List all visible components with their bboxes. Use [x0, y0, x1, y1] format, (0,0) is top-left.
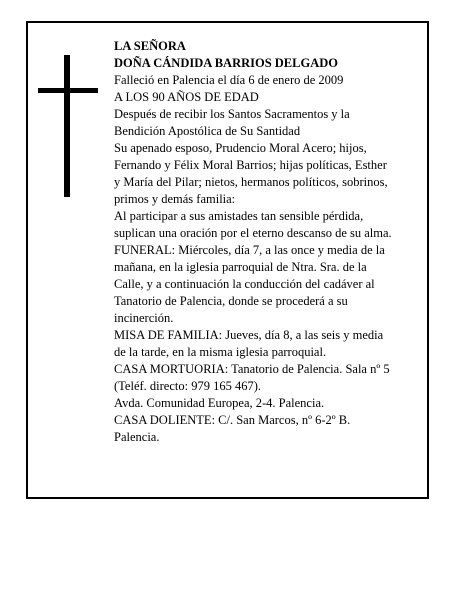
notice-line: CASA MORTUORIA: Tanatorio de Palencia. Sala nº 5: [114, 362, 390, 376]
notice-line: CASA DOLIENTE: C/. San Marcos, nº 6-2º B.: [114, 413, 351, 427]
notice-line: Tanatorio de Palencia, donde se procederá a su: [114, 294, 348, 308]
notice-line: Fernando y Félix Moral Barrios; hijas políticas, Esther: [114, 158, 387, 172]
notice-line: de la tarde, en la misma iglesia parroquial.: [114, 345, 327, 359]
notice-line: y María del Pilar; nietos, hermanos políticos, sobrinos,: [114, 175, 388, 189]
notice-line: Al participar a sus amistades tan sensible pérdida,: [114, 209, 364, 223]
notice-line: Falleció en Palencia el día 6 de enero de 2009: [114, 73, 344, 87]
notice-text: [114, 38, 424, 446]
notice-line: Su apenado esposo, Prudencio Moral Acero; hijos,: [114, 141, 367, 155]
notice-line: primos y demás familia:: [114, 192, 236, 206]
notice-line: Palencia.: [114, 430, 160, 444]
cross-icon: [38, 55, 98, 197]
deceased-name: DOÑA CÁNDIDA BARRIOS DELGADO: [114, 56, 338, 70]
notice-line: mañana, en la iglesia parroquial de Ntra. Sra. de la: [114, 260, 367, 274]
notice-line: MISA DE FAMILIA: Jueves, día 8, a las seis y media: [114, 328, 384, 342]
notice-line: Avda. Comunidad Europea, 2-4. Palencia.: [114, 396, 325, 410]
notice-title: LA SEÑORA: [114, 39, 186, 53]
cross-horizontal-bar: [38, 88, 98, 93]
notice-line: Calle, y a continuación la conducción del cadáver al: [114, 277, 375, 291]
cross-vertical-bar: [64, 55, 70, 197]
notice-line: Después de recibir los Santos Sacramentos y la: [114, 107, 350, 121]
notice-line: incinerción.: [114, 311, 174, 325]
notice-line: Bendición Apostólica de Su Santidad: [114, 124, 301, 138]
notice-line: suplican una oración por el eterno descanso de su alma.: [114, 226, 392, 240]
notice-line: A LOS 90 AÑOS DE EDAD: [114, 90, 259, 104]
notice-line: (Teléf. directo: 979 165 467).: [114, 379, 261, 393]
notice-line: FUNERAL: Miércoles, día 7, a las once y media de la: [114, 243, 385, 257]
